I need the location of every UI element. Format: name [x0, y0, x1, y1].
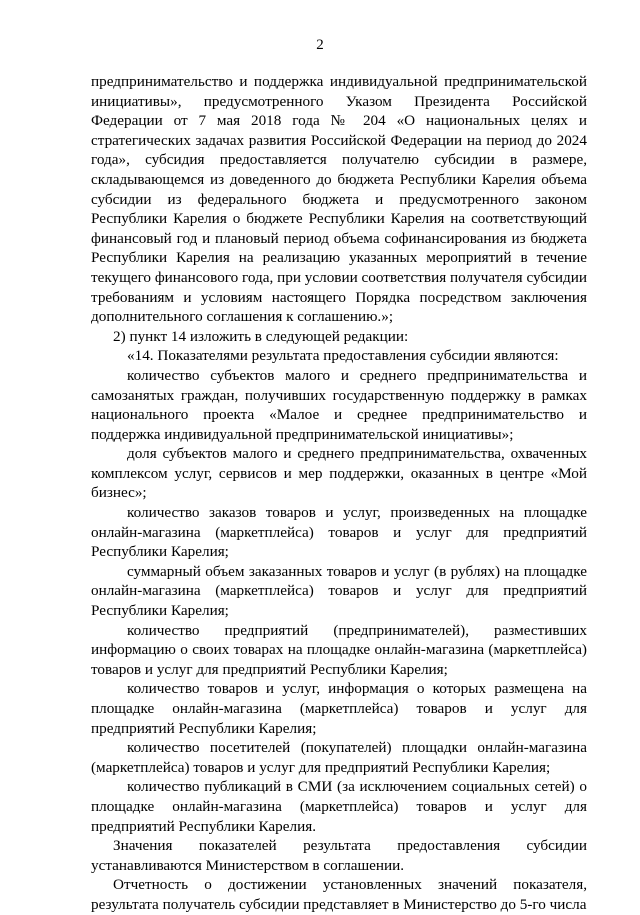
paragraph: доля субъектов малого и среднего предпринимательства, охваченных комплексом услуг, сервисов и мер поддержки, оказанных в центре «Мой бизнес»;: [91, 445, 587, 502]
paragraph: количество субъектов малого и среднего предпринимательства и самозанятых граждан, получивших государственную поддержку в рамках национального проекта «Малое и среднее предпринимательство и поддержка индивидуальной предпринимательской инициативы»;: [91, 366, 587, 443]
page-number: 2: [316, 37, 324, 53]
paragraph: «14. Показателями результата предоставления субсидии являются:: [127, 347, 559, 365]
paragraph: суммарный объем заказанных товаров и услуг (в рублях) на площадке онлайн-магазина (маркетплейса) товаров и услуг для предприятий Республики Карелия;: [91, 562, 587, 620]
document-body: [91, 72, 587, 915]
paragraph: предпринимательство и поддержка индивидуальной предпринимательской инициативы», предусмотренного Указом Президента Российской Федерации от 7 мая 2018 года № 204 «О национальных целях и стратегических задачах развития Российской Федерации на период до 2024 года», субсидия предоставляется получателю субсидии в размере, складывающемся из доведенного до бюджета Республики Карелия объема субсидии из федерального бюджета и предусмотренного законом Республики Карелия о бюджете Республики Карелия на соответствующий финансовый год и плановый период объема софинансирования из бюджета Республики Карелия на реализацию указанных мероприятий в течение текущего финансового года, при условии соответствия получателя субсидии требованиям и условиям настоящего Порядка посредством заключения дополнительного соглашения к соглашению.»;: [91, 73, 587, 326]
paragraph: количество предприятий (предпринимателей), разместивших информацию о своих товарах на площадке онлайн-магазина (маркетплейса) товаров и услуг для предприятий Республики Карелия;: [91, 621, 587, 678]
paragraph: Значения показателей результата предоставления субсидии устанавливаются Министерством в соглашении.: [91, 837, 587, 874]
paragraph: количество товаров и услуг, информация о которых размещена на площадке онлайн-магазина (маркетплейса) товаров и услуг для предприятий Республики Карелия;: [91, 680, 587, 737]
paragraph: количество заказов товаров и услуг, произведенных на площадке онлайн-магазина (маркетплейса) товаров и услуг для предприятий Республики Карелия;: [91, 504, 587, 561]
paragraph: количество посетителей (покупателей) площадки онлайн-магазина (маркетплейса) товаров и услуг для предприятий Республики Карелия;: [91, 739, 587, 776]
paragraph: Отчетность о достижении установленных значений показателя, результата получатель субсидии представляет в Министерство до 5-го числа: [91, 876, 587, 913]
paragraph: 2) пункт 14 изложить в следующей редакции:: [113, 327, 409, 345]
paragraph: количество публикаций в СМИ (за исключением социальных сетей) о площадке онлайн-магазина (маркетплейса) товаров и услуг для предприятий Республики Карелия.: [91, 778, 587, 835]
